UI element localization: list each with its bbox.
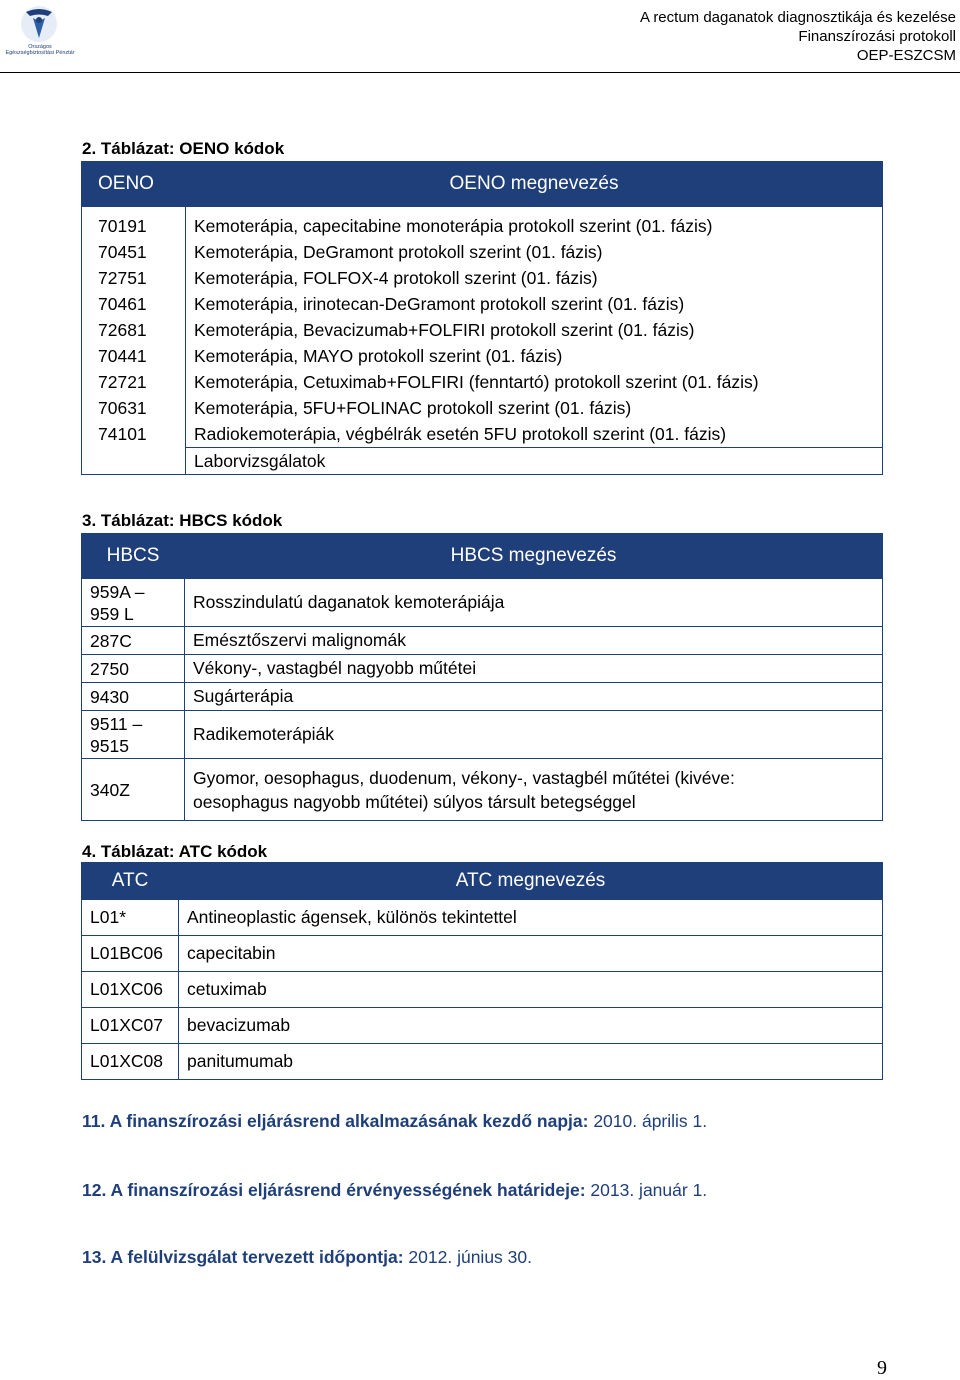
oeno-code: 72721 — [82, 369, 186, 395]
table-row — [82, 759, 883, 821]
atc-name: Antineoplastic ágensek, különös tekintettel — [179, 900, 883, 936]
oeno-table — [81, 161, 883, 475]
oeno-table-caption: 2. Táblázat: OENO kódok — [82, 139, 285, 158]
start-date-label: 11. A finanszírozási eljárásrend alkalmazásának kezdő napja: — [82, 1111, 589, 1131]
hbcs-name-line: Gyomor, oesophagus, duodenum, vékony-, vastagbél műtétei (kivéve: — [193, 767, 735, 788]
header-org: OEP-ESZCSM — [856, 47, 956, 64]
table-row — [82, 972, 883, 1008]
hbcs-code-line: 9511 – — [90, 713, 143, 734]
column-header: OENO — [82, 162, 186, 207]
hbcs-table-caption: 3. Táblázat: HBCS kódok — [82, 511, 283, 530]
table-row — [82, 936, 883, 972]
hbcs-code — [82, 579, 185, 627]
atc-name: bevacizumab — [179, 1008, 883, 1044]
header-subtitle: Finanszírozási protokoll — [798, 28, 956, 45]
oeno-name: Kemoterápia, MAYO protokoll szerint (01. fázis) — [186, 343, 883, 369]
atc-name: panitumumab — [179, 1044, 883, 1080]
oeno-name: Kemoterápia, 5FU+FOLINAC protokoll szerint (01. fázis) — [186, 395, 883, 421]
oeno-name: Kemoterápia, irinotecan-DeGramont protokoll szerint (01. fázis) — [186, 291, 883, 317]
hbcs-code: 340Z — [82, 759, 185, 821]
oeno-name: Laborvizsgálatok — [186, 448, 883, 475]
hbcs-name: Rosszindulatú daganatok kemoterápiája — [185, 579, 883, 627]
hbcs-code-line: 959 L — [90, 603, 134, 624]
oeno-code: 74101 — [82, 421, 186, 448]
oeno-name: Kemoterápia, capecitabine monoterápia protokoll szerint (01. fázis) — [186, 207, 883, 240]
oeno-code: 72751 — [82, 265, 186, 291]
atc-name: capecitabin — [179, 936, 883, 972]
start-date-line — [82, 1111, 707, 1132]
atc-code: L01XC06 — [82, 972, 179, 1008]
start-date-value: 2010. április 1. — [593, 1111, 708, 1131]
oeno-name: Kemoterápia, DeGramont protokoll szerint (01. fázis) — [186, 239, 883, 265]
hbcs-code: 9430 — [82, 683, 185, 711]
hbcs-name: Vékony-, vastagbél nagyobb műtétei — [185, 655, 883, 683]
table-row — [82, 900, 883, 936]
table-row — [82, 343, 883, 369]
review-date-label: 13. A felülvizsgálat tervezett időpontja: — [82, 1247, 404, 1267]
logo-emblem-icon — [4, 4, 74, 46]
oeno-code: 70631 — [82, 395, 186, 421]
table-row — [82, 291, 883, 317]
atc-code: L01XC08 — [82, 1044, 179, 1080]
table-row — [82, 239, 883, 265]
oeno-code: 72681 — [82, 317, 186, 343]
atc-code: L01* — [82, 900, 179, 936]
hbcs-name — [185, 759, 883, 821]
table-header-row — [82, 534, 883, 579]
table-row — [82, 395, 883, 421]
column-header: OENO megnevezés — [186, 162, 883, 207]
oeno-name: Kemoterápia, Bevacizumab+FOLFIRI protokoll szerint (01. fázis) — [186, 317, 883, 343]
table-header-row — [82, 863, 883, 900]
table-row — [82, 711, 883, 759]
logo-text: Országos Egészségbiztosítási Pénztár — [5, 44, 75, 56]
column-header: ATC — [82, 863, 179, 900]
oeno-code: 70441 — [82, 343, 186, 369]
oeno-name: Kemoterápia, Cetuximab+FOLFIRI (fenntartó) protokoll szerint (01. fázis) — [186, 369, 883, 395]
column-header: ATC megnevezés — [179, 863, 883, 900]
table-row — [82, 627, 883, 655]
hbcs-name-line: oesophagus nagyobb műtétei) súlyos társult betegséggel — [193, 791, 636, 812]
expiry-date-label: 12. A finanszírozási eljárásrend érvényességének határideje: — [82, 1180, 586, 1200]
header-title: A rectum daganatok diagnosztikája és kezelése — [639, 9, 956, 26]
table-row — [82, 655, 883, 683]
table-row — [82, 579, 883, 627]
table-row — [82, 369, 883, 395]
column-header: HBCS megnevezés — [185, 534, 883, 579]
table-row — [82, 1044, 883, 1080]
oeno-name: Kemoterápia, FOLFOX-4 protokoll szerint (01. fázis) — [186, 265, 883, 291]
table-row — [82, 683, 883, 711]
table-row — [82, 1008, 883, 1044]
expiry-date-line — [82, 1180, 707, 1201]
hbcs-code: 2750 — [82, 655, 185, 683]
review-date-line — [82, 1247, 532, 1268]
hbcs-name: Sugárterápia — [185, 683, 883, 711]
page-number: 9 — [877, 1357, 887, 1379]
oeno-code: 70191 — [82, 207, 186, 240]
table-row — [82, 207, 883, 240]
expiry-date-value: 2013. január 1. — [590, 1180, 708, 1200]
oeno-code: 70461 — [82, 291, 186, 317]
hbcs-code-line: 959A – — [90, 581, 145, 602]
hbcs-code — [82, 711, 185, 759]
atc-code: L01BC06 — [82, 936, 179, 972]
organization-logo — [4, 4, 74, 58]
hbcs-table — [81, 533, 883, 821]
table-row — [82, 421, 883, 448]
atc-code: L01XC07 — [82, 1008, 179, 1044]
oeno-name: Radiokemoterápia, végbélrák esetén 5FU protokoll szerint (01. fázis) — [186, 421, 883, 448]
hbcs-code: 287C — [82, 627, 185, 655]
oeno-code: 70451 — [82, 239, 186, 265]
table-row — [82, 265, 883, 291]
table-row — [82, 317, 883, 343]
column-header: HBCS — [82, 534, 185, 579]
review-date-value: 2012. június 30. — [408, 1247, 532, 1267]
atc-table-caption: 4. Táblázat: ATC kódok — [82, 842, 268, 861]
table-row — [82, 448, 883, 475]
header-divider — [0, 72, 960, 73]
oeno-code — [82, 448, 186, 475]
atc-table — [81, 862, 883, 1080]
hbcs-name: Radikemoterápiák — [185, 711, 883, 759]
document-header — [640, 8, 956, 65]
atc-name: cetuximab — [179, 972, 883, 1008]
hbcs-name: Emésztőszervi malignomák — [185, 627, 883, 655]
table-header-row — [82, 162, 883, 207]
hbcs-code-line: 9515 — [90, 735, 129, 756]
